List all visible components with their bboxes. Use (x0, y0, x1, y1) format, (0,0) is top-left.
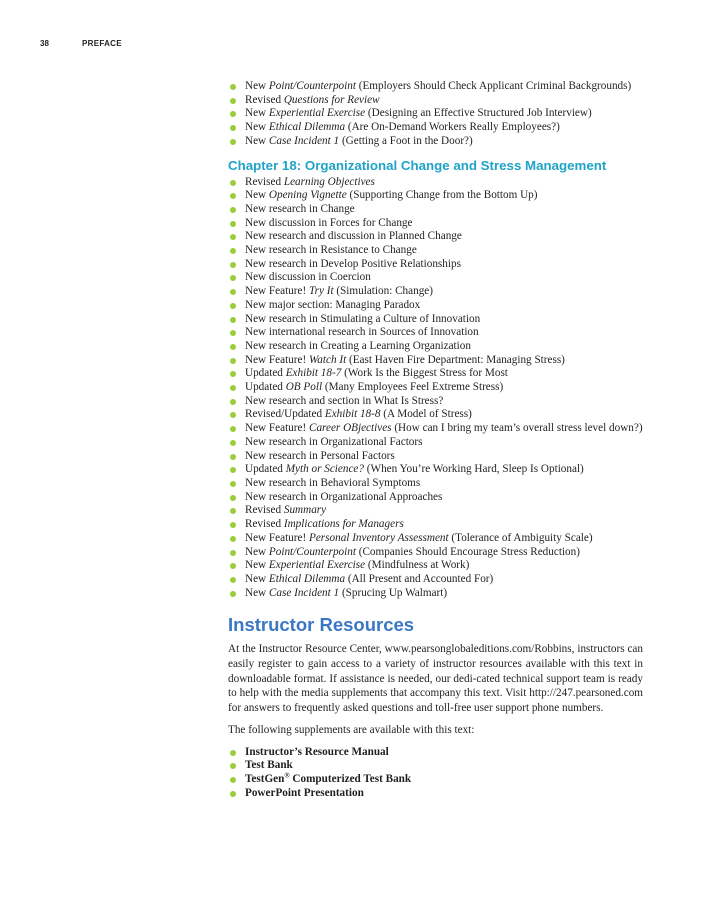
list-item (228, 285, 643, 299)
item-feature-title: Point/Counterpoint (268, 545, 356, 558)
item-text: New (245, 545, 269, 558)
item-text: New Feature! (245, 422, 309, 435)
list-item (228, 107, 643, 121)
list-item (228, 80, 643, 94)
list-item (228, 135, 643, 149)
item-text: Revised (245, 518, 284, 531)
item-text: New research in Stimulating a Culture of Innovation (245, 312, 481, 325)
item-text: Revised (245, 504, 284, 517)
list-item (228, 189, 643, 203)
list-item (228, 422, 643, 436)
item-text: Updated (245, 463, 286, 476)
list-item (228, 203, 643, 217)
supplement-item (228, 773, 643, 787)
item-feature-title: Personal Inventory Assessment (309, 531, 449, 544)
item-feature-title: Point/Counterpoint (268, 80, 356, 92)
instructor-resources-heading: Instructor Resources (228, 614, 415, 636)
item-text: Updated (245, 367, 286, 380)
item-description: (Sprucing Up Walmart) (339, 586, 448, 599)
list-item (228, 587, 643, 601)
item-description: (Work Is the Biggest Stress for Most (341, 367, 508, 380)
list-item (228, 244, 643, 258)
supplement-item (228, 759, 643, 773)
item-text: New (245, 189, 269, 202)
item-description: (Companies Should Encourage Stress Reduction) (355, 545, 580, 558)
supplement-name: PowerPoint Presentation (245, 786, 364, 799)
item-text: New Feature! (245, 531, 309, 544)
supplement-item (228, 787, 643, 801)
item-text: New research in Personal Factors (245, 449, 395, 462)
item-text: New research in Creating a Learning Organization (245, 339, 471, 352)
list-item (228, 176, 643, 190)
list-item (228, 408, 643, 422)
item-text: New research in Change (245, 202, 355, 215)
item-description: (Are On-Demand Workers Really Employees?) (345, 121, 560, 134)
item-text: New international research in Sources of Innovation (245, 326, 479, 339)
list-item (228, 367, 643, 381)
running-head: PREFACE (82, 39, 122, 48)
top-bullet-list (228, 80, 643, 149)
item-description: (Mindfulness at Work) (365, 559, 470, 572)
item-description: (Supporting Change from the Bottom Up) (346, 189, 538, 202)
list-item (228, 299, 643, 313)
item-description: (Getting a Foot in the Door?) (339, 134, 473, 147)
list-item (228, 559, 643, 573)
item-text: Updated (245, 381, 286, 394)
item-text: New discussion in Coercion (245, 271, 371, 284)
list-item (228, 94, 643, 108)
item-feature-title: Try It (309, 285, 334, 298)
list-item (228, 395, 643, 409)
item-text: New research in Resistance to Change (245, 244, 417, 257)
chapter-bullet-list (228, 176, 643, 601)
item-text: New (245, 107, 269, 120)
item-description: (A Model of Stress) (380, 408, 472, 421)
page-content (228, 80, 643, 800)
item-feature-title: Questions for Review (283, 93, 380, 106)
item-feature-title: Implications for Managers (283, 518, 404, 531)
supplement-name: Test Bank (245, 759, 293, 772)
item-description: (Many Employees Feel Extreme Stress) (322, 381, 504, 394)
item-text: New (245, 586, 269, 599)
page-header (40, 39, 122, 48)
item-text: Revised (245, 175, 284, 188)
item-description: (All Present and Accounted For) (345, 572, 494, 585)
list-item (228, 450, 643, 464)
item-text: New (245, 121, 269, 134)
item-feature-title: Exhibit 18-7 (285, 367, 342, 380)
item-description: (Simulation: Change) (333, 285, 433, 298)
item-text: New (245, 134, 269, 147)
item-text: New research and section in What Is Stress? (245, 394, 444, 407)
item-description: (When You’re Working Hard, Sleep Is Optional) (363, 463, 584, 476)
list-item (228, 313, 643, 327)
item-feature-title: Learning Objectives (283, 175, 375, 188)
supplements-list (228, 746, 643, 801)
item-description: (How can I bring my team’s overall stress level down?) (391, 422, 643, 435)
list-item (228, 573, 643, 587)
item-text: New research in Organizational Approaches (245, 490, 443, 503)
item-feature-title: Experiential Exercise (268, 559, 366, 572)
list-item (228, 230, 643, 244)
list-item (228, 258, 643, 272)
item-feature-title: Myth or Science? (285, 463, 364, 476)
supplement-name: Instructor’s Resource Manual (245, 745, 389, 758)
item-text: New research in Organizational Factors (245, 435, 423, 448)
list-item (228, 518, 643, 532)
item-feature-title: Opening Vignette (268, 189, 347, 202)
list-item (228, 340, 643, 354)
list-item (228, 463, 643, 477)
list-item (228, 491, 643, 505)
item-description: (East Haven Fire Department: Managing Stress) (346, 353, 565, 366)
item-feature-title: Experiential Exercise (268, 107, 366, 120)
supplement-item (228, 746, 643, 760)
item-feature-title: Career OBjectives (309, 422, 392, 435)
item-text: Revised/Updated (245, 408, 325, 421)
list-item (228, 532, 643, 546)
list-item (228, 381, 643, 395)
item-feature-title: Case Incident 1 (268, 586, 340, 599)
item-description: (Designing an Effective Structured Job Interview) (365, 107, 592, 120)
chapter-heading: Chapter 18: Organizational Change and Stress Management (228, 157, 607, 173)
item-feature-title: OB Poll (285, 381, 323, 394)
list-item (228, 504, 643, 518)
item-text: New (245, 572, 269, 585)
item-text: New research in Behavioral Symptoms (245, 476, 421, 489)
item-text: New Feature! (245, 285, 309, 298)
list-item (228, 121, 643, 135)
item-text: Revised (245, 93, 284, 106)
supplements-intro: The following supplements are available with this text: (228, 723, 475, 736)
item-text: New (245, 559, 269, 572)
list-item (228, 271, 643, 285)
item-feature-title: Ethical Dilemma (268, 121, 346, 134)
list-item (228, 546, 643, 560)
list-item (228, 354, 643, 368)
item-text: New research in Develop Positive Relationships (245, 257, 461, 270)
registered-mark: ® (284, 771, 290, 780)
item-feature-title: Exhibit 18-8 (324, 408, 381, 421)
item-text: New Feature! (245, 353, 309, 366)
instructor-paragraph: At the Instructor Resource Center, www.pearsonglobaleditions.com/Robbins, instructors can easily register to gain access to a variety of instructor resources available with this text in downloadable format. If assistance is needed, our dedi-cated technical support team is ready to help with the media supplements that accompany this text. Visit http://247.pearsoned.com for answers to frequently asked questions and toll-free user support phone numbers. (228, 643, 643, 715)
item-description: (Employers Should Check Applicant Criminal Backgrounds) (355, 80, 632, 92)
item-text: New research and discussion in Planned Change (245, 230, 462, 243)
page-number: 38 (40, 39, 49, 48)
item-text: New discussion in Forces for Change (245, 216, 413, 229)
list-item (228, 436, 643, 450)
supplement-name-suffix: Computerized Test Bank (289, 772, 412, 785)
item-feature-title: Ethical Dilemma (268, 572, 346, 585)
item-feature-title: Case Incident 1 (268, 134, 340, 147)
item-text: New major section: Managing Paradox (245, 298, 421, 311)
item-feature-title: Watch It (309, 353, 347, 366)
list-item (228, 477, 643, 491)
list-item (228, 217, 643, 231)
item-text: New (245, 80, 269, 92)
supplement-name: TestGen (245, 772, 285, 785)
item-description: (Tolerance of Ambiguity Scale) (448, 531, 593, 544)
list-item (228, 326, 643, 340)
item-feature-title: Summary (283, 504, 327, 517)
